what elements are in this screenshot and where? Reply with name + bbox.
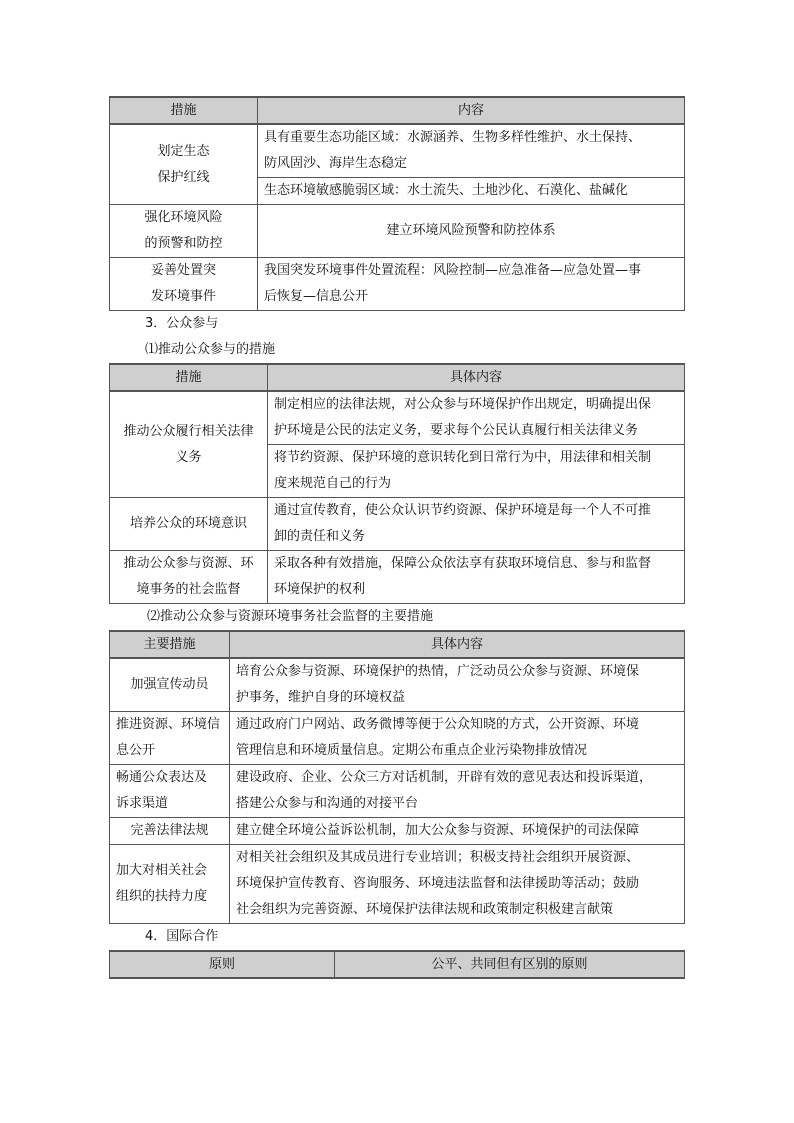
section-title-public-participation: 3．公众参与 [145,316,219,331]
table3-measure-cell: 推进资源、环境信 息公开 [110,712,230,765]
table1-content-cell: 具有重要生态功能区域：水源涵养、生物多样性维护、水土保持、 防风固沙、海岸生态稳定 [258,124,685,178]
table2-measure-cell: 推动公众参与资源、环 境事务的社会监督 [110,551,268,604]
table2-content-cell: 通过宣传教育，使公众认识节约资源、保护环境是每一个人不可推 卸的责任和义务 [268,498,685,551]
table3-header-content: 具体内容 [230,631,685,658]
section-title-international-cooperation: 4．国际合作 [145,929,219,944]
table-row [110,712,685,765]
table2-content-cell: 采取各种有效措施，保障公众依法享有获取环境信息、参与和监督 环境保护的权利 [268,551,685,604]
table-principle [109,950,685,979]
table1-measure-cell: 强化环境风险 的预警和防控 [110,205,258,258]
table1-measure-cell: 划定生态 保护红线 [110,124,258,205]
table3-header-measure: 主要措施 [110,631,230,658]
table-row [110,658,685,712]
table-ecology-measures [109,96,685,311]
table1-header-content: 内容 [258,97,685,124]
table1-header-measure: 措施 [110,97,258,124]
table-row [110,124,685,178]
table2-content-cell: 制定相应的法律法规，对公众参与环境保护作出规定，明确提出保 护环境是公民的法定义务，要求每个公民认真履行相关法律义务 [268,391,685,445]
table4-header-value: 公平、共同但有区别的原则 [335,951,685,978]
table3-content-cell: 建立健全环境公益诉讼机制，加大公众参与资源、环境保护的司法保障 [230,818,685,845]
table1-content-cell: 我国突发环境事件处置流程：风险控制—应急准备—应急处置—事 后恢复—信息公开 [258,258,685,311]
table3-content-cell: 通过政府门户网站、政务微博等便于公众知晓的方式，公开资源、环境 管理信息和环境质量信息。定期公布重点企业污染物排放情况 [230,712,685,765]
table-row [110,391,685,445]
table-row [110,258,685,311]
table3-measure-cell: 加大对相关社会 组织的扶持力度 [110,845,230,924]
table3-measure-cell: 畅通公众表达及 诉求渠道 [110,765,230,818]
table4-header-principle: 原则 [110,951,335,978]
table1-content-cell: 建立环境风险预警和防控体系 [258,205,685,258]
table3-content-cell: 建设政府、企业、公众三方对话机制，开辟有效的意见表达和投诉渠道， 搭建公众参与和沟通的对接平台 [230,765,685,818]
table-public-measures [109,363,685,604]
table-row [110,498,685,551]
table-row [110,551,685,604]
table-row [110,845,685,924]
table2-content-cell: 将节约资源、保护环境的意识转化到日常行为中，用法律和相关制 度来规范自己的行为 [268,445,685,498]
table3-measure-cell: 加强宣传动员 [110,658,230,712]
subsection-title-supervision: ⑵推动公众参与资源环境事务社会监督的主要措施 [147,609,434,624]
table3-measure-cell: 完善法律法规 [110,818,230,845]
table1-content-cell: 生态环境敏感脆弱区域：水土流失、土地沙化、石漠化、盐碱化 [258,178,685,205]
table-supervision-measures [109,630,685,924]
table3-content-cell: 对相关社会组织及其成员进行专业培训；积极支持社会组织开展资源、 环境保护宣传教育、咨询服务、环境违法监督和法律援助等活动；鼓励 社会组织为完善资源、环境保护法律法规和政策制定积极建言献策 [230,845,685,924]
table1-measure-cell: 妥善处置突 发环境事件 [110,258,258,311]
table2-header-measure: 措施 [110,364,268,391]
subsection-title-measures: ⑴推动公众参与的措施 [145,342,276,357]
table-row [110,205,685,258]
table2-header-content: 具体内容 [268,364,685,391]
table2-measure-cell: 推动公众履行相关法律 义务 [110,391,268,498]
table-row [110,818,685,845]
document-body [109,96,685,979]
table2-measure-cell: 培养公众的环境意识 [110,498,268,551]
table-row [110,765,685,818]
table3-content-cell: 培育公众参与资源、环境保护的热情，广泛动员公众参与资源、环境保 护事务，维护自身的环境权益 [230,658,685,712]
